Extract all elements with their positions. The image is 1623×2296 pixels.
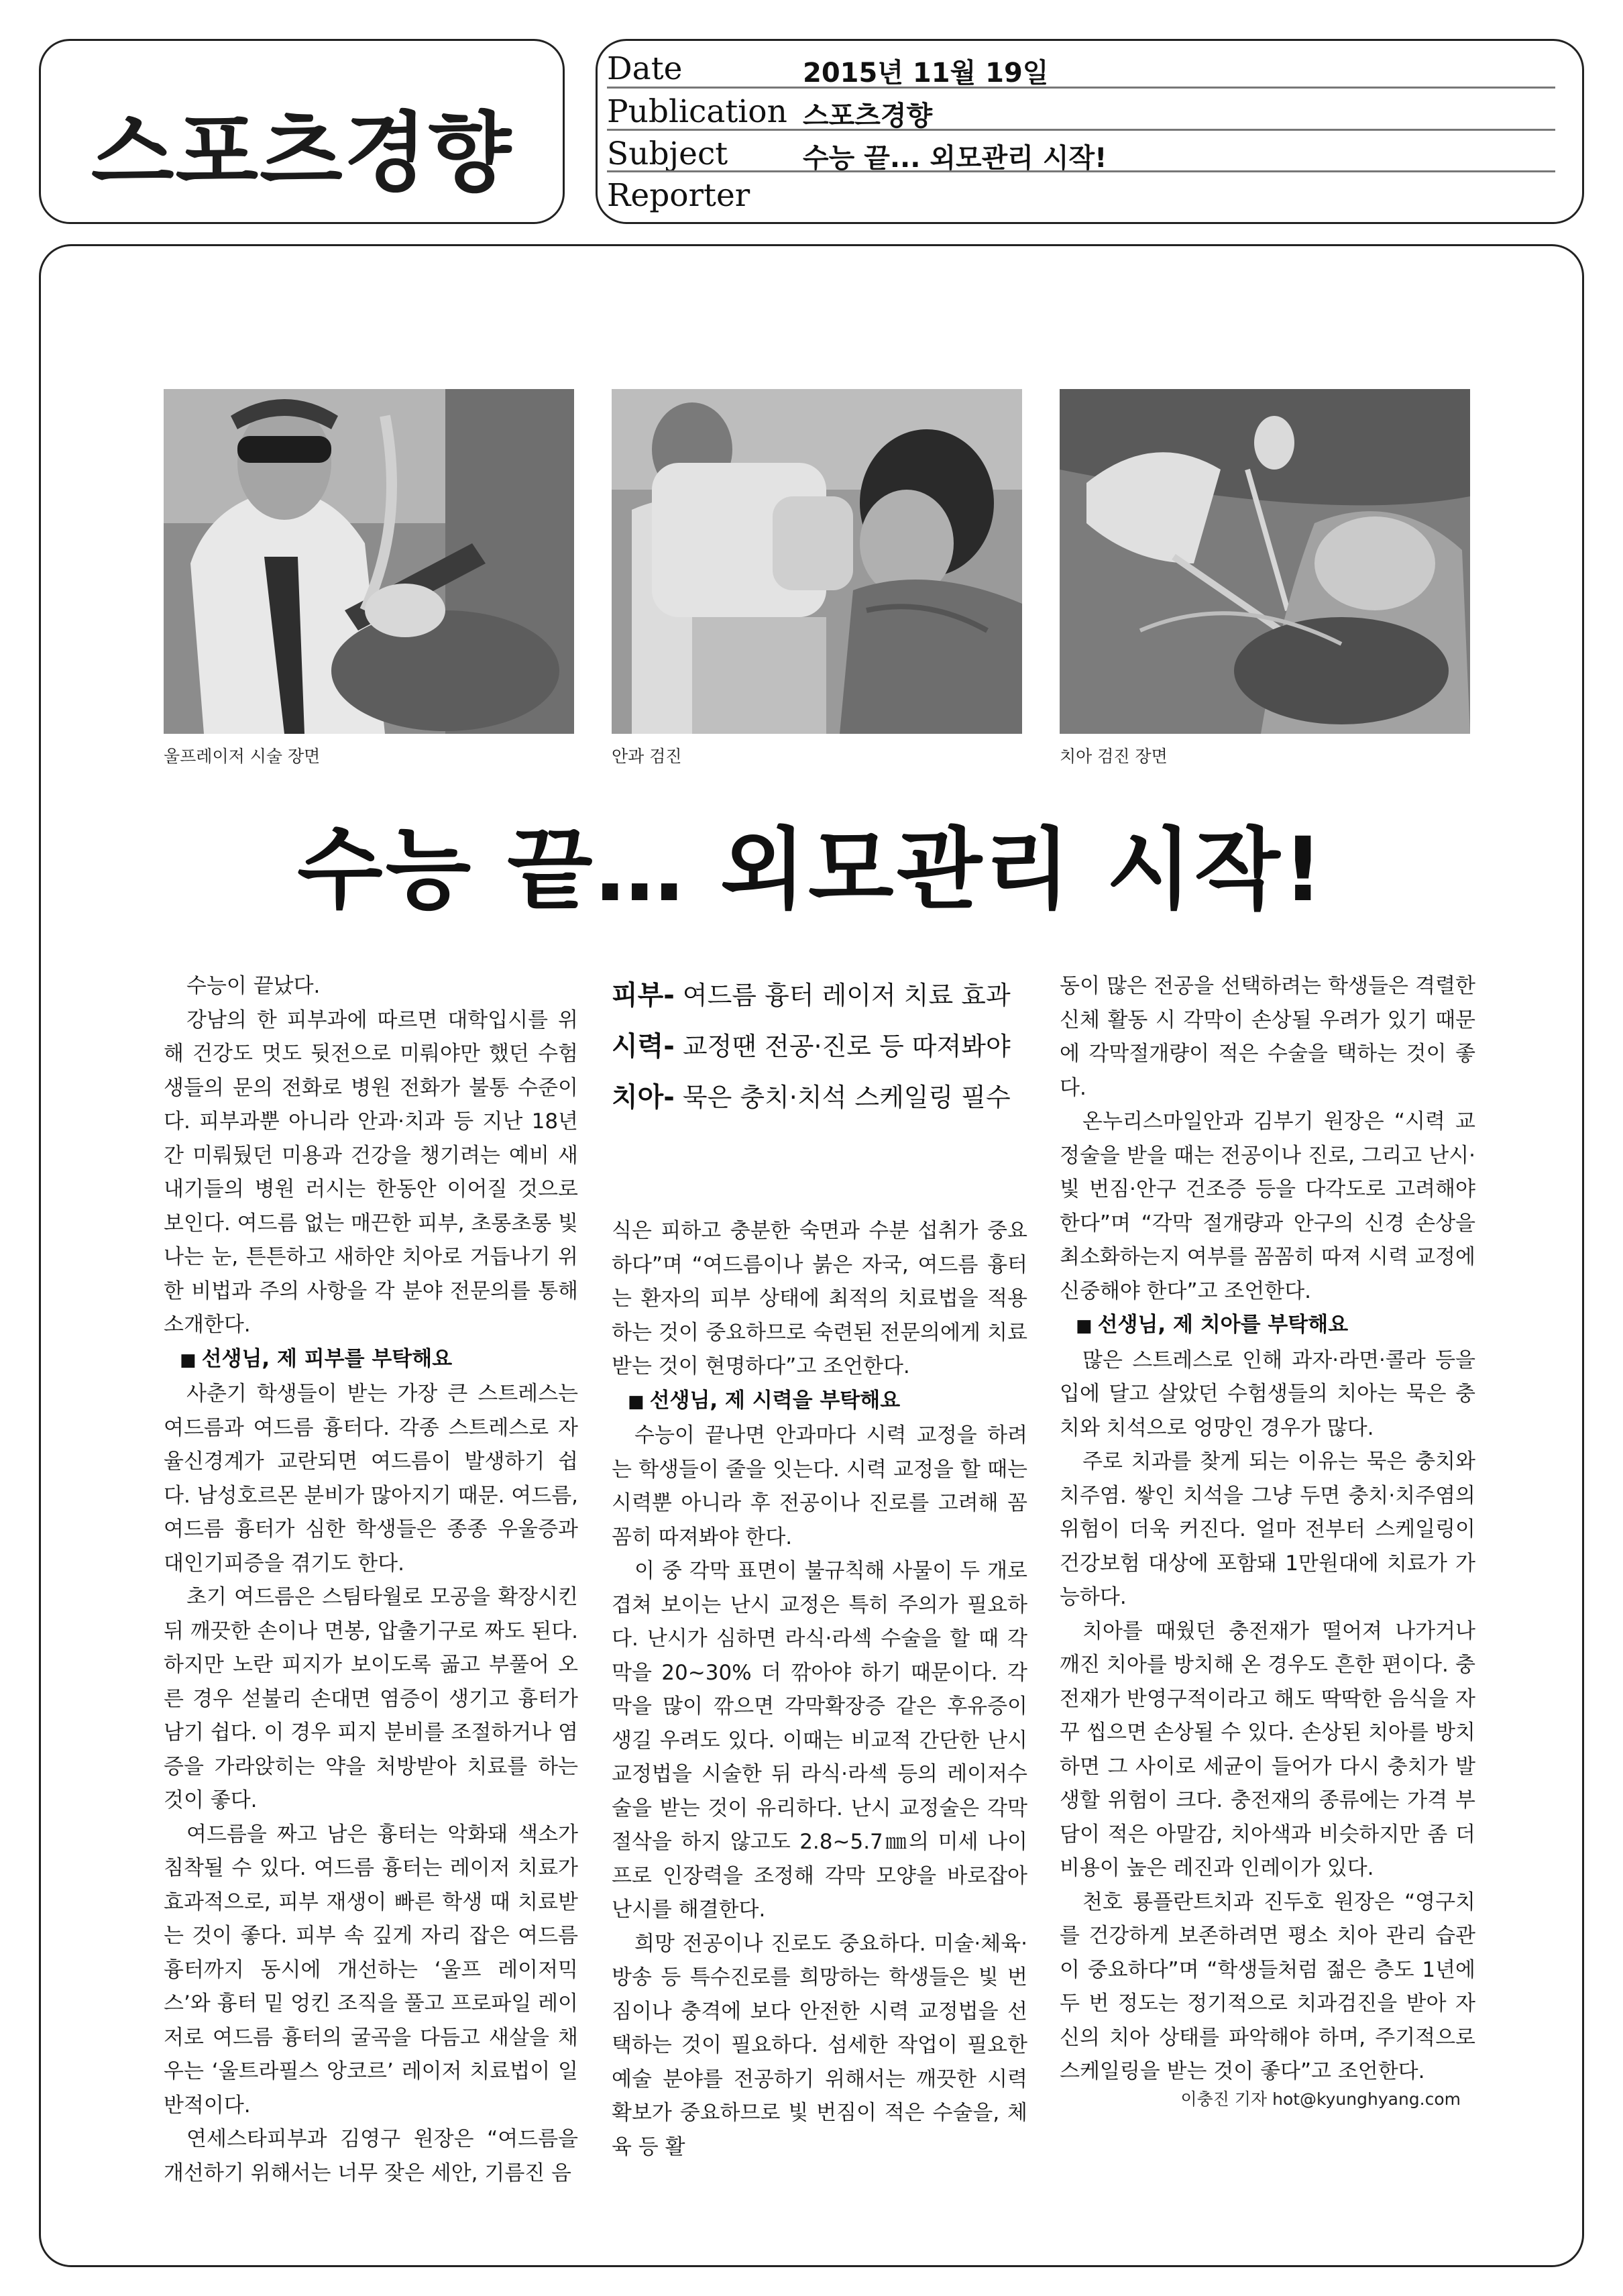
summary-key: 치아-: [612, 1082, 675, 1113]
article-column-2: [612, 1214, 1027, 2164]
info-label-date: Date: [607, 50, 683, 87]
summary-line-eyes: [612, 1021, 1027, 1072]
photo-caption: 안과 검진: [612, 747, 682, 766]
paragraph: 초기 여드름은 스팀타월로 모공을 확장시킨 뒤 깨끗한 손이나 면봉, 압출기구로 짜도 된다. 하지만 노란 피지가 보이도록 곪고 부풀어 오른 경우 섣불리 손대면 염증이 생기고 흉터가 남기 쉽다. 이 경우 피지 분비를 조절하거나 염증을 가라앉히는 약을 처방받아 치료를 하는 것이 좋다.: [164, 1585, 578, 1812]
photo-dental-exam: [1060, 389, 1470, 734]
laser-treatment-image: [164, 389, 574, 734]
reporter-byline: 이충진 기자 hot@kyunghyang.com: [1180, 2089, 1461, 2109]
info-label-reporter: Reporter: [607, 177, 750, 214]
photo-caption: 치아 검진 장면: [1060, 747, 1168, 766]
info-row-publication: [607, 87, 1562, 131]
paragraph: 희망 전공이나 진로도 중요하다. 미술·체육·방송 등 특수진로를 희망하는 학생들은 빛 번짐이나 충격에 보다 안전한 시력 교정법을 선택하는 것이 필요하다. 섬세한 작업이 필요한 예술 분야를 전공하기 위해서는 깨끗한 시력 확보가 중요하므로 빛 번짐이 적은 수술을, 체육 등 활: [612, 1931, 1027, 2159]
info-value-publication: 스포츠경향: [803, 101, 933, 131]
section-subheading: ■ 선생님, 제 치아를 부탁해요: [1060, 1308, 1475, 1344]
paragraph: 강남의 한 피부과에 따르면 대학입시를 위해 건강도 멋도 뒷전으로 미뤄야만 했던 수험생들의 문의 전화로 병원 전화가 불통 수준이다. 피부과뿐 아니라 안과·치과 등 지난 18년간 미뤄뒀던 미용과 건강을 챙기려는 예비 새내기들의 병원 러시는 한동안 이어질 것으로 보인다. 여드름 없는 매끈한 피부, 초롱초롱 빛나는 눈, 튼튼하고 새하얀 치아로 거듭나기 위한 비법과 주의 사항을 각 분야 전문의를 통해 소개한다.: [164, 1007, 578, 1337]
section-subheading: ■ 선생님, 제 시력을 부탁해요: [612, 1384, 1027, 1419]
article-column-3: [1060, 969, 1475, 2089]
section-subheading: ■ 선생님, 제 피부를 부탁해요: [164, 1342, 578, 1378]
article-column-1: [164, 969, 578, 2190]
info-label-subject: Subject: [607, 135, 728, 172]
summary-text: 여드름 흉터 레이저 치료 효과: [682, 981, 1011, 1010]
photo-eye-exam: [612, 389, 1022, 734]
article-summary: [612, 970, 1027, 1123]
paragraph: 수능이 끝났다.: [186, 974, 321, 998]
info-row-date: [607, 44, 1562, 89]
summary-line-teeth: [612, 1072, 1027, 1123]
paragraph: 이 중 각막 표면이 불규칙해 사물이 두 개로 겹쳐 보이는 난시 교정은 특히 주의가 필요하다. 난시가 심하면 라식·라섹 수술을 할 때 각막을 20~30% 더 깎아야 하기 때문이다. 각막을 많이 깎으면 각막확장증 같은 후유증이 생길 우려도 있다. 이때는 비교적 간단한 난시 교정법을 시술한 뒤 라식·라섹 등의 레이저수술을 받는 것이 유리하다. 난시 교정술은 각막절삭을 하지 않고도 2.8~5.7㎜의 미세 나이프로 인장력을 조정해 각막 모양을 바로잡아 난시를 해결한다.: [612, 1559, 1027, 1922]
paragraph: 여드름을 짜고 남은 흉터는 악화돼 색소가 침착될 수 있다. 여드름 흉터는 레이저 치료가 효과적으로, 피부 재생이 빠른 학생 때 치료받는 것이 좋다. 피부 속 깊게 자리 잡은 여드름 흉터까지 동시에 개선하는 ‘울프 레이저믹스’와 흉터 밑 엉킨 조직을 풀고 프로파일 레이저로 여드름 흉터의 굴곡을 다듬고 새살을 채우는 ‘울트라필스 앙코르’ 레이저 치료법이 일반적이다.: [164, 1822, 578, 2118]
dental-exam-image: [1060, 389, 1470, 734]
paragraph: 연세스타피부과 김영구 원장은 “여드름을 개선하기 위해서는 너무 잦은 세안, 기름진 음: [164, 2127, 578, 2185]
logo-box: [39, 39, 565, 224]
paragraph: 주로 치과를 찾게 되는 이유는 묵은 충치와 치주염. 쌓인 치석을 그냥 두면 충치·치주염의 위험이 더욱 커진다. 얼마 전부터 스케일링이 건강보험 대상에 포함돼 1만원대에 치료가 가능하다.: [1060, 1450, 1475, 1609]
info-value-subject: 수능 끝... 외모관리 시작!: [803, 143, 1107, 174]
info-row-reporter: [607, 170, 1562, 214]
paragraph: 치아를 때웠던 충전재가 떨어져 나가거나 깨진 치아를 방치해 온 경우도 흔한 편이다. 충전재가 반영구적이라고 해도 딱딱한 음식을 자꾸 씹으면 손상될 수 있다. 손상된 치아를 방치하면 그 사이로 세균이 들어가 다시 충치가 발생할 위험이 크다. 충전재의 종류에는 가격 부담이 적은 아말감, 치아색과 비슷하지만 좀 더 비용이 높은 레진과 인레이가 있다.: [1060, 1619, 1475, 1880]
info-value-date: 2015년 11월 19일: [803, 58, 1049, 89]
clipping-info-box: [596, 39, 1584, 224]
paragraph: 동이 많은 전공을 선택하려는 학생들은 격렬한 신체 활동 시 각막이 손상될 우려가 있기 때문에 각막절개량이 적은 수술을 택하는 것이 좋다.: [1060, 974, 1475, 1100]
paragraph: 식은 피하고 충분한 숙면과 수분 섭취가 중요하다”며 “여드름이나 붉은 자국, 여드름 흉터는 환자의 피부 상태에 최적의 치료법을 적용하는 것이 중요하므로 숙련된 전문의에게 치료받는 것이 현명하다”고 조언한다.: [612, 1219, 1027, 1378]
summary-text: 묵은 충치·치석 스케일링 필수: [682, 1083, 1011, 1112]
summary-key: 시력-: [612, 1031, 675, 1062]
info-label-publication: Publication: [607, 93, 787, 130]
photo-caption: 울프레이저 시술 장면: [164, 747, 321, 766]
eye-exam-image: [612, 389, 1022, 734]
paragraph: 많은 스트레스로 인해 과자·라면·콜라 등을 입에 달고 살았던 수험생들의 치아는 묵은 충치와 치석으로 엉망인 경우가 많다.: [1060, 1348, 1475, 1440]
summary-line-skin: [612, 970, 1027, 1021]
article-headline: 수능 끝… 외모관리 시작!: [297, 818, 1326, 922]
summary-text: 교정땐 전공·진로 등 따져봐야: [682, 1032, 1011, 1061]
summary-key: 피부-: [612, 980, 675, 1011]
paragraph: 사춘기 학생들이 받는 가장 큰 스트레스는 여드름과 여드름 흉터다. 각종 스트레스로 자율신경계가 교란되면 여드름이 발생하기 쉽다. 남성호르몬 분비가 많아지기 때문. 여드름, 여드름 흉터가 심한 학생들은 종종 우울증과 대인기피증을 겪기도 한다.: [164, 1382, 578, 1576]
paragraph: 수능이 끝나면 안과마다 시력 교정을 하려는 학생들이 줄을 잇는다. 시력 교정을 할 때는 시력뿐 아니라 후 전공이나 진로를 고려해 꼼꼼히 따져봐야 한다.: [612, 1423, 1027, 1549]
info-row-subject: [607, 129, 1562, 174]
photo-laser-treatment: [164, 389, 574, 734]
paragraph: 천호 룡플란트치과 진두호 원장은 “영구치를 건강하게 보존하려면 평소 치아 관리 습관이 중요하다”며 “학생들처럼 젊은 층도 1년에 두 번 정도는 정기적으로 치과검진을 받아 자신의 치아 상태를 파악해야 하며, 주기적으로 스케일링을 받는 것이 좋다”고 조언한다.: [1060, 1890, 1475, 2083]
paragraph: 온누리스마일안과 김부기 원장은 “시력 교정술을 받을 때는 전공이나 진로, 그리고 난시·빛 번짐·안구 건조증 등을 다각도로 고려해야 한다”며 “각막 절개량과 안구의 신경 손상을 최소화하는지 여부를 꼼꼼히 따져 시력 교정에 신중해야 한다”고 조언한다.: [1060, 1109, 1475, 1303]
newspaper-logo: 스포츠경향: [91, 103, 513, 203]
